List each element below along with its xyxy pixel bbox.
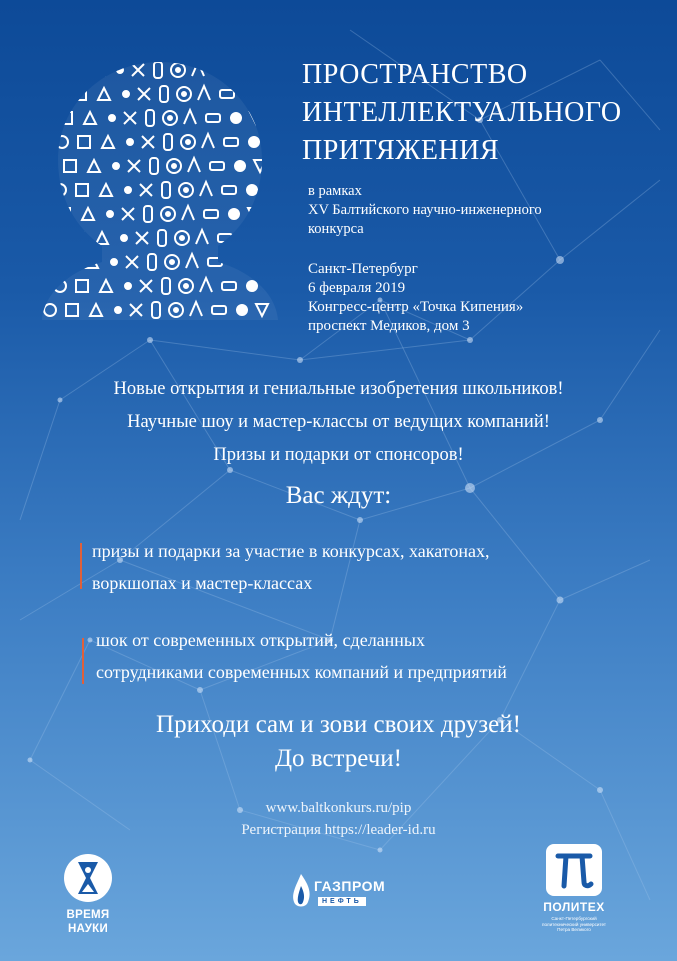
await-heading: Вас ждут: [285, 482, 392, 509]
subtitle-line: в рамках [308, 183, 362, 199]
title-line: ПРОСТРАНСТВО [302, 59, 528, 90]
bullet-accent-bar [80, 543, 82, 589]
subtitle-line: XV Балтийского научно-инженерного [308, 202, 542, 218]
hourglass-icon [62, 850, 114, 908]
event-venue [308, 260, 648, 336]
bullet-line: сотрудниками современных компаний и предприятий [96, 662, 507, 682]
venue-city: Санкт-Петербург [308, 261, 418, 277]
subtitle-line: конкурса [308, 221, 364, 237]
vremya-nauki-logo [62, 850, 114, 940]
registration-link[interactable]: Регистрация https://leader-id.ru [241, 822, 436, 838]
title-line: ИНТЕЛЛЕКТУАЛЬНОГО [302, 97, 622, 128]
call-to-action [0, 708, 677, 776]
bullet-line: воркшопах и мастер-классах [92, 573, 313, 593]
venue-place: Конгресс-центр «Точка Кипения» [308, 299, 524, 315]
cta-line: Приходи сам и зови своих друзей! [156, 711, 521, 738]
bullet-text [82, 624, 642, 688]
cta-line: До встречи! [274, 745, 403, 772]
event-title [302, 56, 662, 170]
promo-line: Призы и подарки от спонсоров! [213, 445, 464, 465]
bullet-item [82, 624, 642, 688]
links-block [0, 797, 677, 841]
polytech-desc-line: политехнический университет [541, 921, 607, 927]
gazprom-sub: НЕФТЬ [318, 897, 366, 906]
head-science-icon [40, 58, 280, 320]
venue-address: проспект Медиков, дом 3 [308, 318, 470, 334]
vremya-nauki-label [62, 908, 114, 936]
event-subtitle [308, 182, 648, 239]
pi-emblem-icon [530, 842, 618, 898]
gazprom-neft-logo [288, 870, 384, 914]
bullet-text [80, 535, 640, 599]
vremya-nauki-line: НАУКИ [67, 923, 109, 935]
flame-icon [288, 872, 314, 912]
polytech-name: ПОЛИТЕХ [543, 900, 605, 914]
polytech-desc-line: Петра Великого [557, 927, 591, 933]
promo-line: Научные шоу и мастер-классы от ведущих компаний! [127, 412, 550, 432]
polytech-desc-line: Санкт-Петербургский [551, 916, 597, 921]
website-link[interactable]: www.baltkonkurs.ru/pip [265, 800, 412, 816]
promo-block [0, 373, 677, 472]
bullet-line: призы и подарки за участие в конкурсах, хакатонах, [92, 541, 490, 561]
promo-line: Новые открытия и гениальные изобретения школьников! [113, 379, 564, 399]
title-line: ПРИТЯЖЕНИЯ [302, 135, 500, 166]
gazprom-name: ГАЗПРОМ [314, 878, 386, 894]
vremya-nauki-line: ВРЕМЯ [66, 909, 110, 921]
polytech-logo [530, 842, 618, 942]
bullet-accent-bar [82, 638, 84, 684]
bullet-item [80, 535, 640, 599]
bullet-line: шок от современных открытий, сделанных [96, 630, 426, 650]
venue-date: 6 февраля 2019 [308, 280, 406, 296]
polytech-desc [530, 916, 618, 933]
